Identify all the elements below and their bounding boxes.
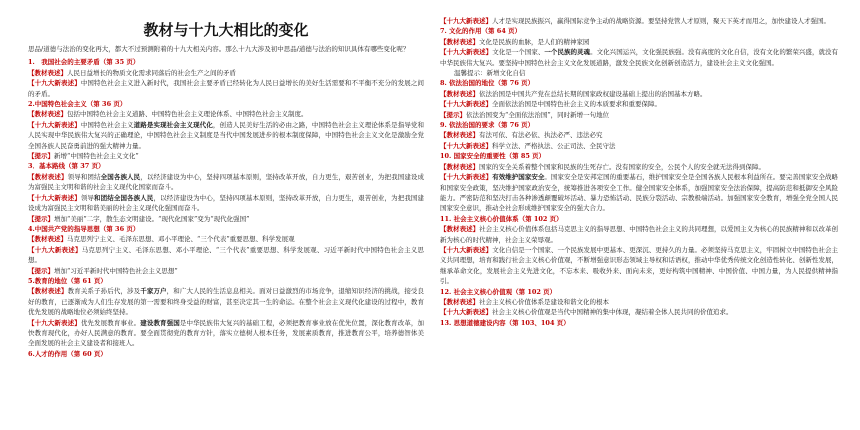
section-heading: 10. 国家安全的重要性（第 85 页）: [440, 152, 546, 161]
tag-label: 【十九大新表述】: [28, 79, 81, 88]
section-heading: 7. 文化的作用（第 64 页）: [440, 27, 522, 36]
textbook-statement: 【教材表述】教育关系子孙后代，涉及千家万户，和广大人民的生活息息相关。面对日益激烈的市场竞争，退缩知识经济的挑战，接受良好的教育，已逐渐成为人们生存发展的第一需要和终身受益的财富，甚至决定其一生的命运。在整个社会主义现代化建设的过程中，教育优先发展的战略地位必须始终坚持。: [28, 287, 425, 317]
textbook-statement: 【教材表述】包括中国特色社会主义道路、中国特色社会主义理论体系、中国特色社会主义制度。: [28, 110, 308, 119]
new-statement: 【十九大新表述】文化是一个国家、一个民族的灵魂。文化兴国运兴，文化强民族强。没有高度的文化自信，没有文化的繁荣兴盛，就没有中华民族伟大复兴。要坚持中国特色社会主义文化发展道路，激发全民族文化创新创造活力，建设社会主义文化强国。: [440, 48, 839, 67]
intro-paragraph: 思品/道德与法治的变化再大，都大不过预测附着的十九大相关内容。那么十九大涉及初中思品/道德与法治的知识具体有哪些变化呢？: [28, 45, 410, 53]
textbook-statement: 【教材表述】国家的安全关系着整个国家和民族的生死存亡。没有国家的安全，公民个人的安全就无法得到保障。: [440, 162, 765, 171]
new-statement: 【十九大新表述】中国特色社会主义道路是实现社会主义现代化，创造人民美好生活的必由之路，中国特色社会主义理论体系是指导党和人民实现中华民族伟大复兴的正确理论，中国特色社会主义制度是当代中国发展进步的根本制度保障，中国特色社会主义文化是激励全党全国各族人民奋勇前进的强大精神力量。: [28, 120, 425, 150]
new-statement: 【十九大新表述】马克思列宁主义、毛泽东思想、邓小平理论、“三个代表”重要思想、科学发展观、习近平新时代中国特色社会主义思想。: [28, 245, 425, 265]
right-column: [440, 0, 838, 328]
textbook-statement: 【教材表述】社会主义核心价值体系包括马克思主义的指导思想、中国特色社会主义的共同理想，以爱国主义为核心的民族精神和以改革创新为核心的时代精神，社会主义荣辱观。: [440, 225, 839, 244]
new-statement: 【十九大新表述】优先发展教育事业。建设教育强国是中华民族伟大复兴的基础工程，必须把教育事业放在优先位置，深化教育改革，加快教育现代化，办好人民满意的教育。要全面贯彻党的教育方针，落实立德树人根本任务，发展素质教育，推进教育公平，培养德智体美全面发展的社会主义建设者和接班人。: [28, 318, 425, 348]
left-column: [28, 0, 424, 359]
textbook-statement: 【教材表述】依法治国是中国共产党在总结长期的国家政权建设基础上提出的治国基本方略。: [440, 89, 707, 98]
new-statement: 【十九大新表述】领导和团结全国各族人民，以经济建设为中心，坚持四项基本原则，坚持改革开放，自力更生，艰苦创业，为把我国建设成为富强民主文明和谐美丽的社会主义现代化强国而奋斗。: [28, 193, 425, 213]
textbook-statement: 【教材表述】人民日益增长的物质文化需求同落后的社会生产之间的矛盾: [28, 68, 236, 77]
tag-label: 【教材表述】: [28, 68, 67, 77]
new-statement: 【十九大新表述】人才是实现民族振兴，赢得国际竞争主动的战略资源。要坚持党管人才原则，聚天下英才而用之，加快建设人才强国。: [440, 17, 830, 25]
new-statement: 【十九大新表述】社会主义核心价值观是当代中国精神的集中体现，凝结着全体人民共同的价值追求。: [440, 308, 733, 317]
section-heading: 9. 依法治国的要求（第 76 页）: [440, 121, 535, 130]
hint-statement: 【提示】依法治国变为“全面依法治国”，同时新增一句地位: [440, 110, 610, 119]
hint-statement: 【提示】增加“习近平新时代中国特色社会主义思想”: [28, 266, 178, 275]
new-statement: 【十九大新表述】有效维护国家安全。国家安全是安邦定国的重要基石，维护国家安全是全国各族人民根本利益所在。要完善国家安全战略和国家安全政策，坚决维护国家政治安全，统筹推进各项安全工作。健全国家安全体系，加强国家安全法治保障，提高防范和抵御安全风险能力。严密防范和坚决打击各种渗透颠覆破坏活动、暴力恐怖活动、民族分裂活动、宗教极端活动。加强国家安全教育，增强全党全国人民国家安全意识，推动全社会形成维护国家安全的强大合力。: [440, 173, 839, 213]
new-statement: 【十九大新表述】文化自信是一个国家、一个民族发展中更基本、更深沉、更持久的力量。必须坚持马克思主义，牢固树立中国特色社会主义共同理想，培育和践行社会主义核心价值观，不断增强意识形态领域主导权和话语权，推动中华优秀传统文化创造性转化、创新性发展，继承革命文化，发展社会主义先进文化，不忘本来、吸收外来、面向未来，更好构筑中国精神、中国价值、中国力量，为人民提供精神指引。: [440, 245, 839, 286]
section-heading: 2.中国特色社会主义（第 36 页）: [28, 100, 127, 109]
section-heading: 5.教育的地位（第 61 页）: [28, 276, 107, 285]
textbook-statement: 【教材表述】社会主义核心价值体系是建设和谐文化的根本: [440, 297, 609, 306]
hint-statement: 【提示】新增“中国特色社会主义文化”: [28, 152, 139, 161]
reminder-note: 温馨提示：新增文化自信: [454, 69, 526, 78]
new-statement: 【十九大新表述】科学立法、严格执法、公正司法、全民守法: [440, 141, 616, 150]
new-statement: 【十九大新表述】中国特色社会主义进入新时代，我国社会主要矛盾已经转化为人民日益增长的美好生活需要和不平衡不充分的发展之间的矛盾。: [28, 79, 425, 98]
textbook-statement: 【教材表述】领导和团结全国各族人民，以经济建设为中心，坚持四项基本原则，坚持改革开放，自力更生，艰苦创业，为把我国建设成为富强民主文明和谐的社会主义现代化国家而奋斗。: [28, 172, 425, 192]
section-heading: 12. 社会主义核心价值观（第 102 页）: [440, 287, 557, 296]
hint-statement: 【提示】增加“美丽”二字，散生态文明建设。“现代化国家”变为“现代化强国”: [28, 214, 250, 223]
section-heading: 1. 我国社会的主要矛盾（第 35 页）: [28, 58, 140, 67]
textbook-statement: 【教材表述】文化是民族的血脉，是人们的精神家园: [440, 37, 590, 46]
section-heading: 11. 社会主义核心价值体系（第 102 页）: [440, 214, 563, 223]
section-heading: 6.人才的作用（第 60 页）: [28, 349, 107, 358]
section-heading: 3．基本路线（第 37 页）: [28, 162, 105, 171]
section-heading: 4.中国共产党的指导思想（第 36 页）: [28, 224, 140, 233]
section-heading: 13. 思想道德建设内容（第 103、104 页）: [440, 318, 570, 327]
new-statement: 【十九大新表述】全面依法治国是中国特色社会主义的本质要求和重要保障。: [440, 100, 661, 109]
document-title: 教材与十九大相比的变化: [143, 21, 309, 39]
section-heading: 8. 依法治国的地位（第 76 页）: [440, 79, 535, 88]
textbook-statement: 【教材表述】有法可依、有法必依、执法必严、违法必究: [440, 131, 603, 140]
textbook-statement: 【教材表述】马克思列宁主义、毛泽东思想、邓小平理论、“三个代表”重要思想、科学发展观: [28, 235, 295, 244]
